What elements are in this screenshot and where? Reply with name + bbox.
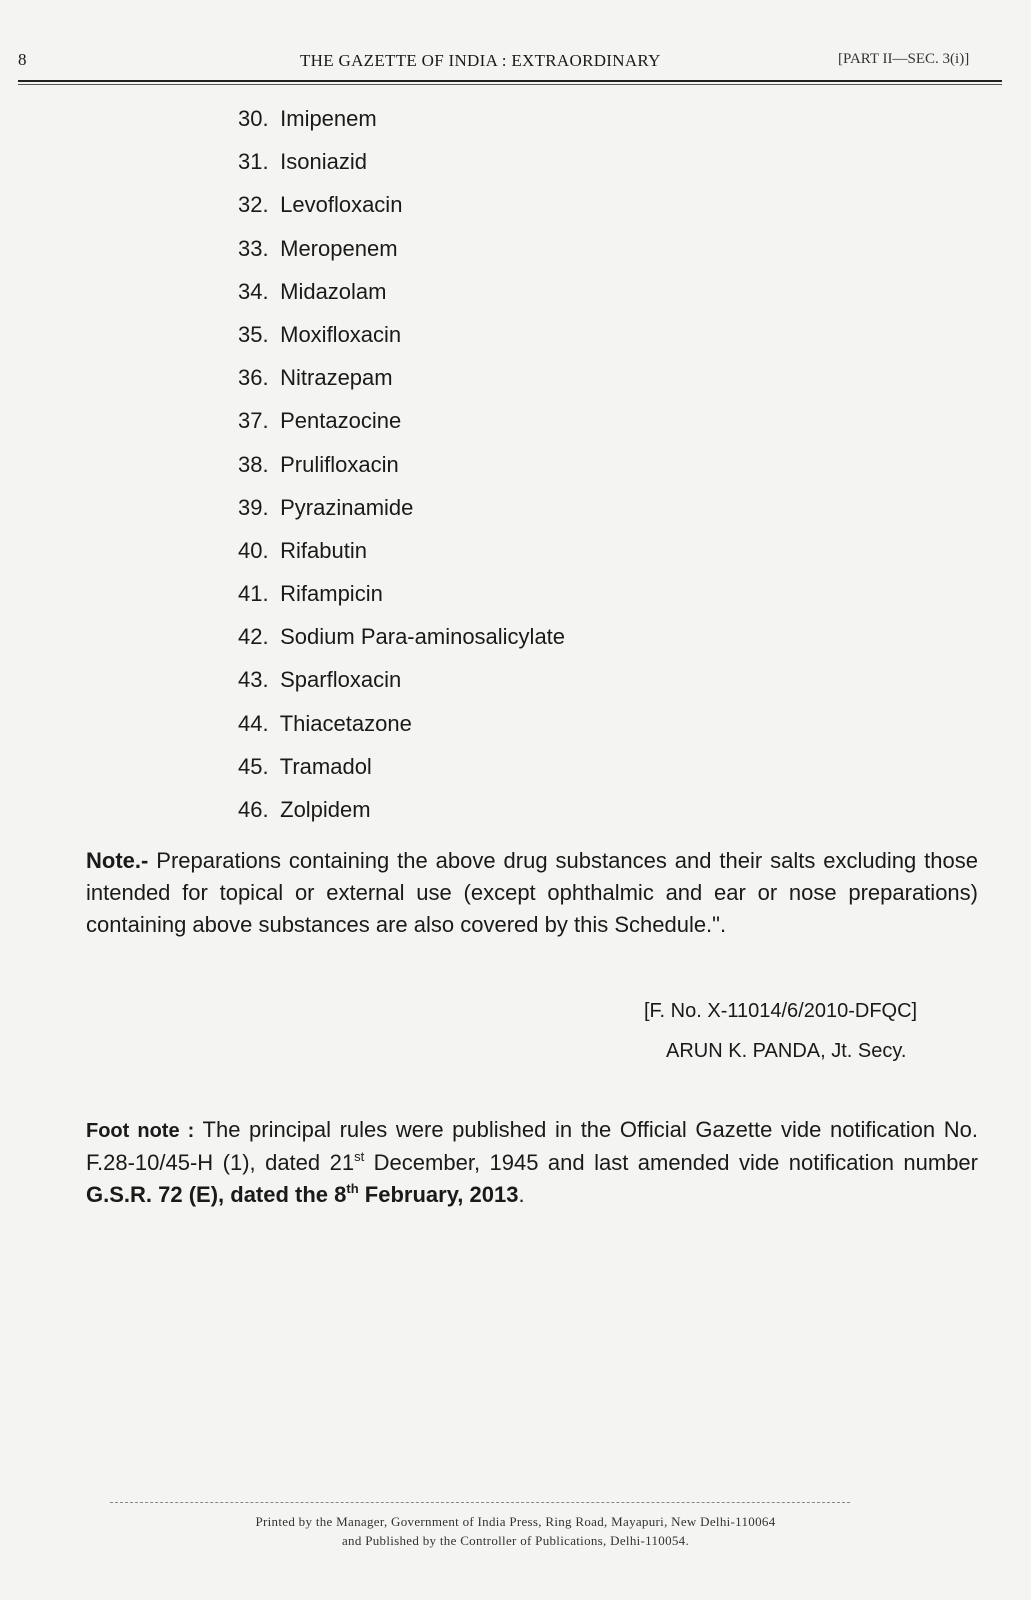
part-section-label: [PART II—SEC. 3(i)] xyxy=(838,51,970,67)
printer-imprint xyxy=(0,1512,1031,1550)
drug-list xyxy=(238,104,565,838)
drug-number: 46. xyxy=(238,797,269,822)
drug-name: Pentazocine xyxy=(280,408,402,434)
footnote-bold-2: February, 2013 xyxy=(364,1182,519,1207)
note-text: Preparations containing the above drug substances and their salts excluding those intended for topical or external use (except ophthalmic and ear or nose preparations) containing above substances are also covered by this Schedule.". xyxy=(86,848,978,937)
drug-number: 34. xyxy=(238,278,269,304)
drug-number: 32. xyxy=(238,192,269,218)
drug-name: Rifabutin xyxy=(280,537,367,563)
drug-number: 41. xyxy=(238,581,269,607)
header-rule xyxy=(18,80,1002,82)
drug-list-item xyxy=(238,104,565,147)
drug-number: 36. xyxy=(238,365,269,391)
printer-line-2: and Published by the Controller of Publications, Delhi-110054. xyxy=(341,1533,690,1548)
drug-list-item xyxy=(238,579,565,622)
drug-list-item xyxy=(238,190,565,233)
drug-list-item xyxy=(238,450,565,493)
footnote-bold-1: G.S.R. 72 (E), dated the 8 xyxy=(86,1182,347,1207)
drug-name: Midazolam xyxy=(280,278,387,304)
drug-name: Sparfloxacin xyxy=(280,667,402,693)
drug-name: Sodium Para-aminosalicylate xyxy=(280,624,566,650)
footnote-sup-1: st xyxy=(354,1149,365,1164)
note-label: Note.- xyxy=(86,848,149,873)
drug-name: Pyrazinamide xyxy=(280,494,414,520)
drug-name: Zolpidem xyxy=(280,797,371,822)
drug-number: 37. xyxy=(238,408,269,434)
drug-name: Rifampicin xyxy=(280,581,383,607)
drug-list-item xyxy=(238,493,565,536)
drug-number: 39. xyxy=(238,494,269,520)
drug-number: 33. xyxy=(238,235,269,261)
printer-line-1: Printed by the Manager, Government of India Press, Ring Road, Mayapuri, New Delhi-110064 xyxy=(255,1514,776,1529)
drug-name: Imipenem xyxy=(280,106,377,131)
drug-name: Levofloxacin xyxy=(280,192,403,218)
gazette-title: THE GAZETTE OF INDIA : EXTRAORDINARY xyxy=(300,51,661,70)
drug-list-item xyxy=(238,536,565,579)
footnote-sup-2: th xyxy=(346,1181,359,1196)
note-paragraph xyxy=(86,845,978,941)
footnote-label: Foot note : xyxy=(86,1120,195,1142)
drug-number: 31. xyxy=(238,149,269,175)
drug-list-item xyxy=(238,320,565,363)
drug-number: 45. xyxy=(238,753,269,779)
drug-list-item xyxy=(238,795,565,838)
drug-number: 30. xyxy=(238,106,269,131)
file-number: [F. No. X-11014/6/2010-DFQC] xyxy=(644,1000,918,1022)
drug-list-item xyxy=(238,622,565,665)
drug-list-item xyxy=(238,665,565,708)
drug-name: Meropenem xyxy=(280,235,398,261)
drug-name: Moxifloxacin xyxy=(280,321,402,347)
drug-name: Thiacetazone xyxy=(279,710,412,736)
drug-list-item xyxy=(238,752,565,795)
drug-name: Tramadol xyxy=(279,753,372,779)
drug-list-item xyxy=(238,277,565,320)
signatory: ARUN K. PANDA, Jt. Secy. xyxy=(666,1040,907,1062)
drug-list-item xyxy=(238,147,565,190)
drug-number: 35. xyxy=(238,321,269,347)
drug-name: Nitrazepam xyxy=(280,365,393,391)
drug-list-item xyxy=(238,234,565,277)
drug-name: Isoniazid xyxy=(280,149,367,175)
footnote-end: . xyxy=(518,1182,525,1207)
drug-list-item xyxy=(238,406,565,449)
page-number: 8 xyxy=(18,50,27,69)
drug-list-item xyxy=(238,709,565,752)
footnote-text-1: The principal rules were published in the Official Gazette vide notification No. F.28-10/45-H (1), dated 21 xyxy=(86,1117,978,1175)
drug-number: 38. xyxy=(238,451,269,477)
drug-number: 40. xyxy=(238,537,269,563)
drug-number: 42. xyxy=(238,624,269,650)
drug-number: 43. xyxy=(238,667,269,693)
footer-rule xyxy=(110,1502,850,1503)
drug-name: Prulifloxacin xyxy=(280,451,399,477)
footnote-text-2: December, 1945 and last amended vide notification number xyxy=(373,1150,978,1175)
drug-list-item xyxy=(238,363,565,406)
header-rule-thin xyxy=(18,84,1002,85)
footnote-paragraph xyxy=(86,1114,978,1211)
drug-number: 44. xyxy=(238,710,269,736)
